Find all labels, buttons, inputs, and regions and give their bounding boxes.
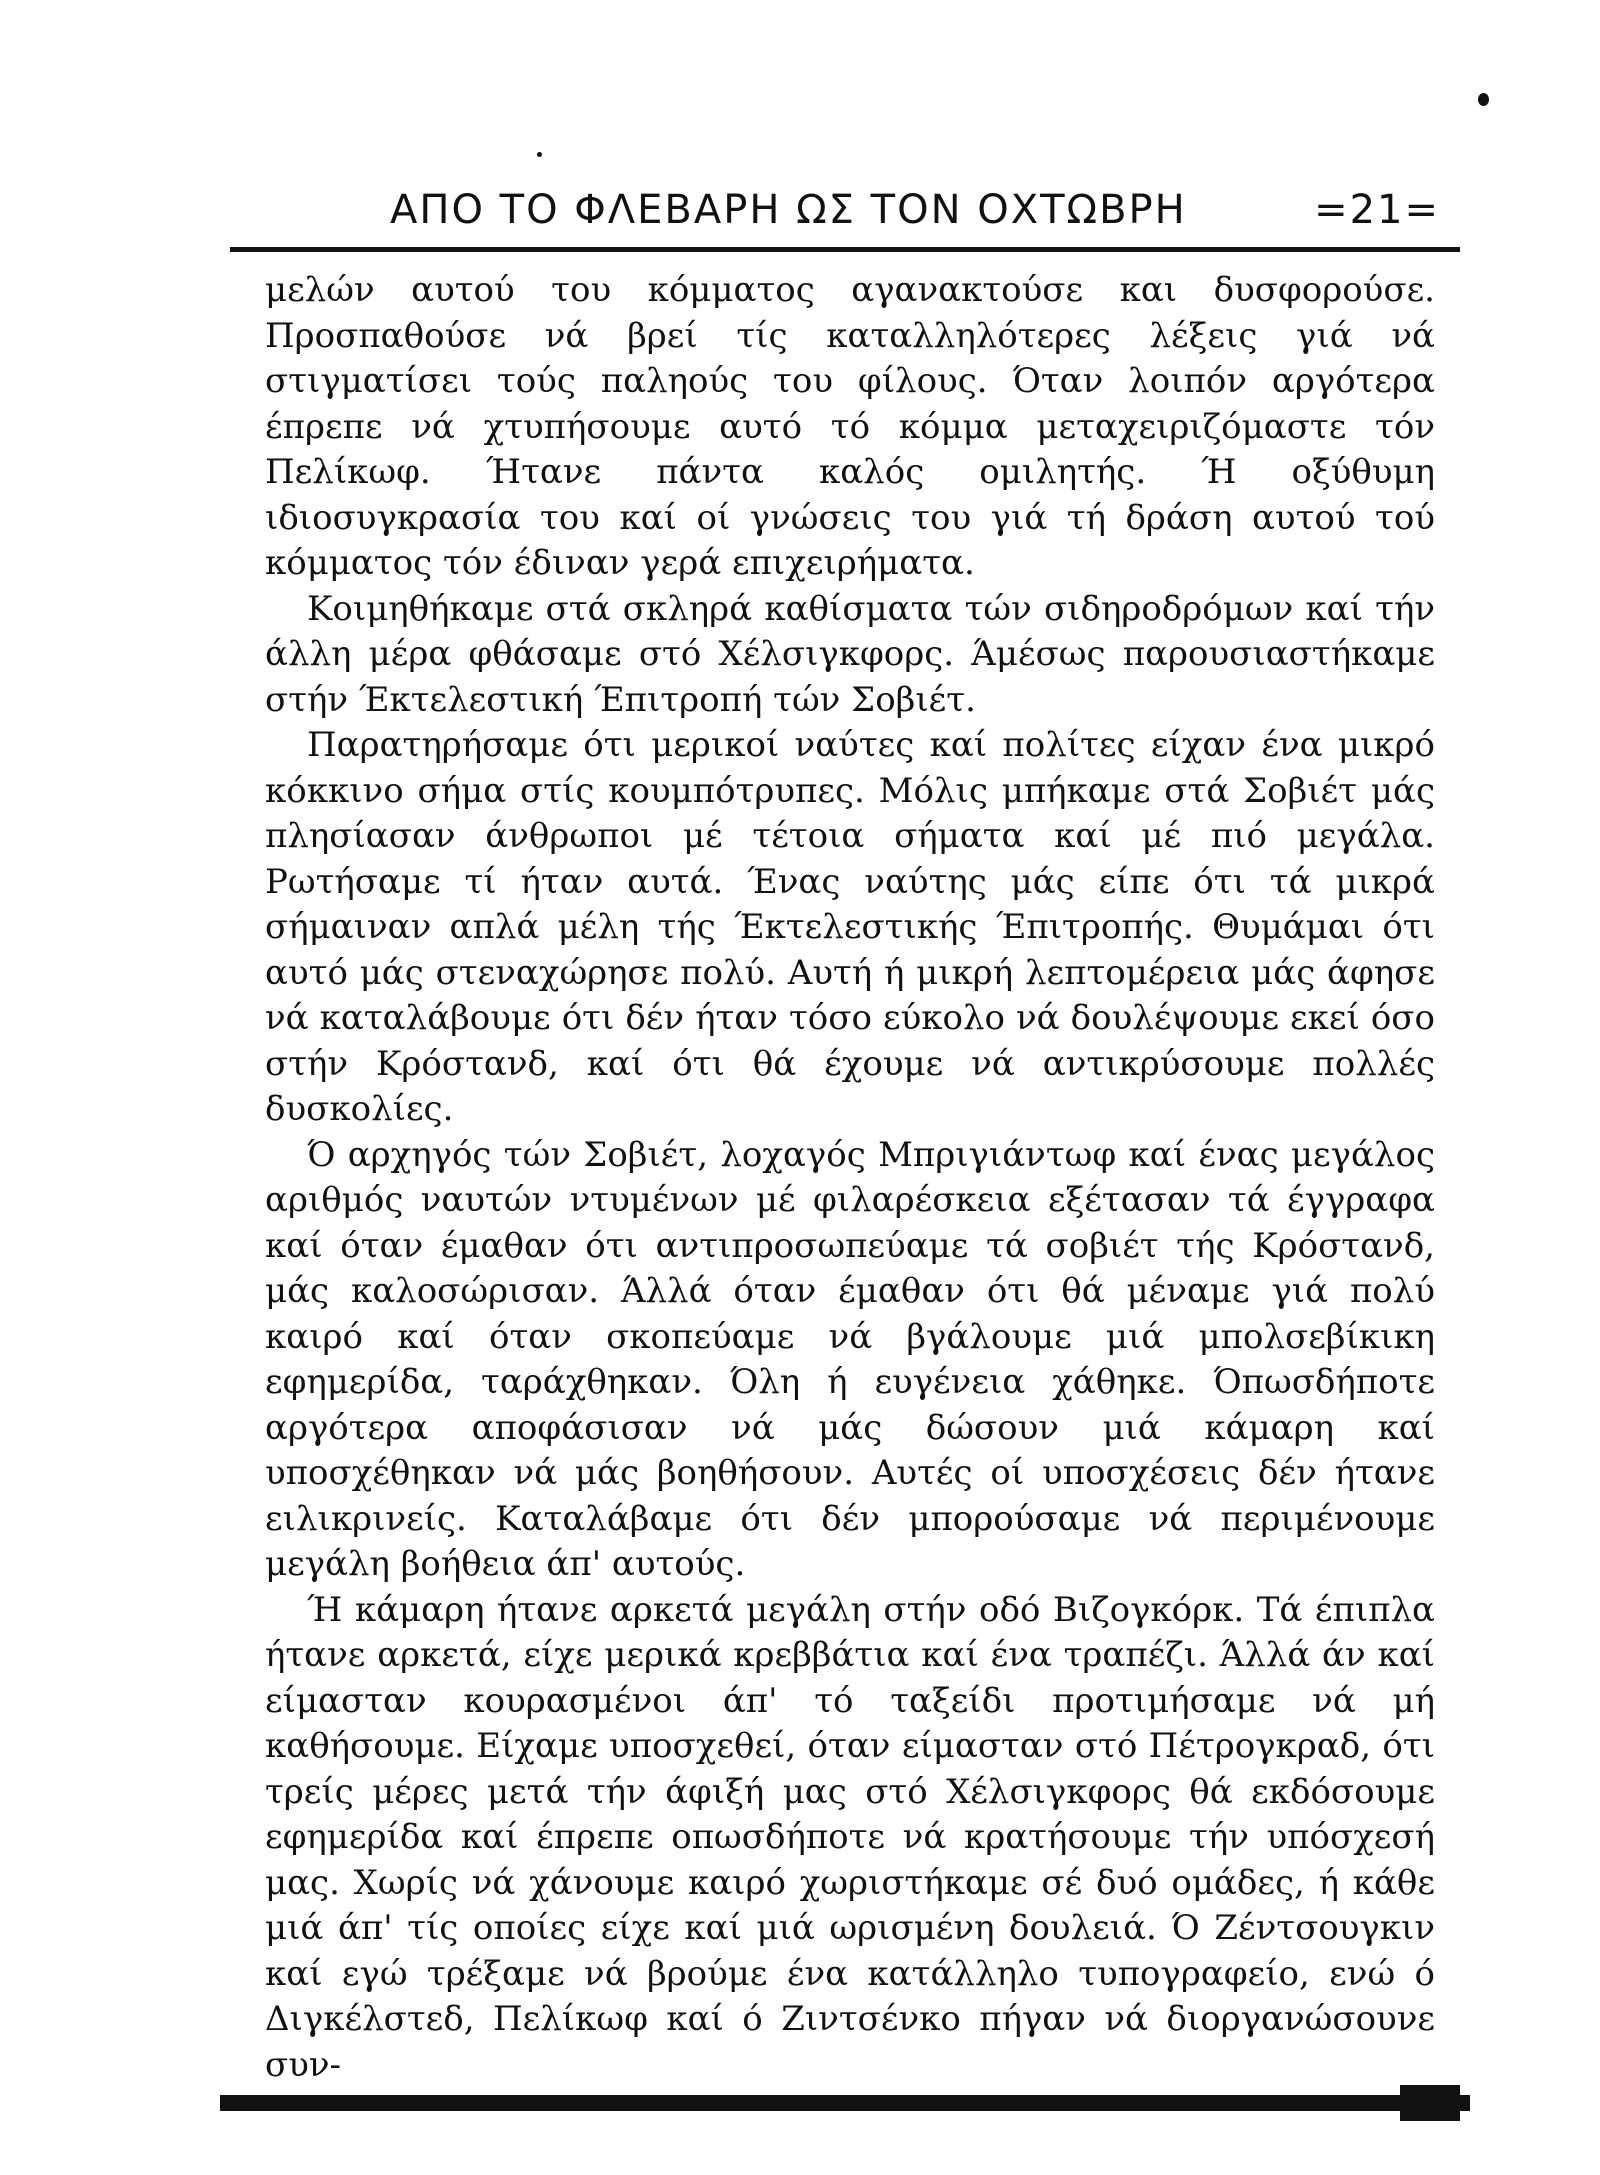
ink-speck — [537, 152, 542, 157]
footer-rule — [220, 2095, 1470, 2111]
paragraph: Ή κάμαρη ήτανε αρκετά μεγάλη στήν οδό Βιζογκόρκ. Τά έπιπλα ήτανε αρκετά, είχε μερικά κρεββάτια καί ένα τραπέζι. Άλλά άν καί είμασταν κουρασμένοι άπ' τό ταξείδι προτιμήσαμε νά μή καθήσουμε. Είχαμε υποσχεθεί, όταν είμασταν στό Πέτρογκραδ, ότι τρείς μέρες μετά τήν άφιξή μας στό Χέλσιγκφορς θά εκδόσουμε εφημερίδα καί έπρεπε οπωσδήποτε νά κρατήσουμε τήν υπόσχεσή μας. Χωρίς νά χάνουμε καιρό χωριστήκαμε σέ δυό ομάδες, ή κάθε μιά άπ' τίς οποίες είχε καί μιά ωρισμένη δουλειά. Ό Ζέντσουγκιν καί εγώ τρέξαμε νά βρούμε ένα κατάλληλο τυπογραφείο, ενώ ό Διγκέλστεδ, Πελίκωφ καί ό Ζιντσένκο πήγαν νά διοργανώσουνε συν- — [265, 1589, 1435, 2085]
paragraph: Ό αρχηγός τών Σοβιέτ, λοχαγός Μπριγιάντωφ καί ένας μεγάλος αριθμός ναυτών ντυμένων μέ φιλαρέσκεια εξέτασαν τά έγγραφα καί όταν έμαθαν ότι αντιπροσωπεύαμε τά σοβιέτ τής Κρόστανδ, μάς καλοσώρισαν. Άλλά όταν έμαθαν ότι θά μέναμε γιά πολύ καιρό καί όταν σκοπεύαμε νά βγάλουμε μιά μπολσεβίκικη εφημερίδα, ταράχθηκαν. Όλη ή ευγένεια χάθηκε. Όπωσδήποτε αργότερα αποφάσισαν νά μάς δώσουν μιά κάμαρη καί υποσχέθηκαν νά μάς βοηθήσουν. Αυτές οί υποσχέσεις δέν ήτανε ειλικρινείς. Καταλάβαμε ότι δέν μπορούσαμε νά περιμένουμε μεγάλη βοήθεια άπ' αυτούς. — [265, 1134, 1435, 1584]
paragraph: Κοιμηθήκαμε στά σκληρά καθίσματα τών σιδηροδρόμων καί τήν άλλη μέρα φθάσαμε στό Χέλσιγκφορς. Άμέσως παρουσιαστήκαμε στήν Έκτελεστική Έπιτροπή τών Σοβιέτ. — [265, 588, 1435, 720]
running-title: ΑΠΟ ΤΟ ΦΛΕΒΑΡΗ ΩΣ ΤΟΝ ΟΧΤΩΒΡΗ — [390, 187, 1187, 233]
paragraph: μελών αυτού του κόμματος αγανακτούσε και δυσφορούσε. Προσπαθούσε νά βρεί τίς καταλληλότερες λέξεις γιά νά στιγματίσει τούς παληούς του φίλους. Όταν λοιπόν αργότερα έπρεπε νά χτυπήσουμε αυτό τό κόμμα μεταχειριζόμαστε τόν Πελίκωφ. Ήτανε πάντα καλός ομιλητής. Ή οξύθυμη ιδιοσυγκρασία του καί οί γνώσεις του γιά τή δράση αυτού τού κόμματος τόν έδιναν γερά επιχειρήματα. — [265, 270, 1435, 583]
page-number: =21= — [1314, 187, 1440, 233]
header-rule — [230, 247, 1460, 252]
page-body — [265, 268, 1435, 2088]
paragraph: Παρατηρήσαμε ότι μερικοί ναύτες καί πολίτες είχαν ένα μικρό κόκκινο σήμα στίς κουμπότρυπες. Μόλις μπήκαμε στά Σοβιέτ μάς πλησίασαν άνθρωποι μέ τέτοια σήματα καί μέ πιό μεγάλα. Ρωτήσαμε τί ήταν αυτά. Ένας ναύτης μάς είπε ότι τά μικρά σήμαιναν απλά μέλη τής Έκτελεστικής Έπιτροπής. Θυμάμαι ότι αυτό μάς στεναχώρησε πολύ. Αυτή ή μικρή λεπτομέρεια μάς άφησε νά καταλάβουμε ότι δέν ήταν τόσο εύκολο νά δουλέψουμε εκεί όσο στήν Κρόστανδ, καί ότι θά έχουμε νά αντικρύσουμε πολλές δυσκολίες. — [265, 725, 1435, 1129]
running-header — [390, 185, 1450, 235]
ink-speck — [1478, 93, 1489, 106]
footer-rule-mark — [1400, 2085, 1460, 2121]
